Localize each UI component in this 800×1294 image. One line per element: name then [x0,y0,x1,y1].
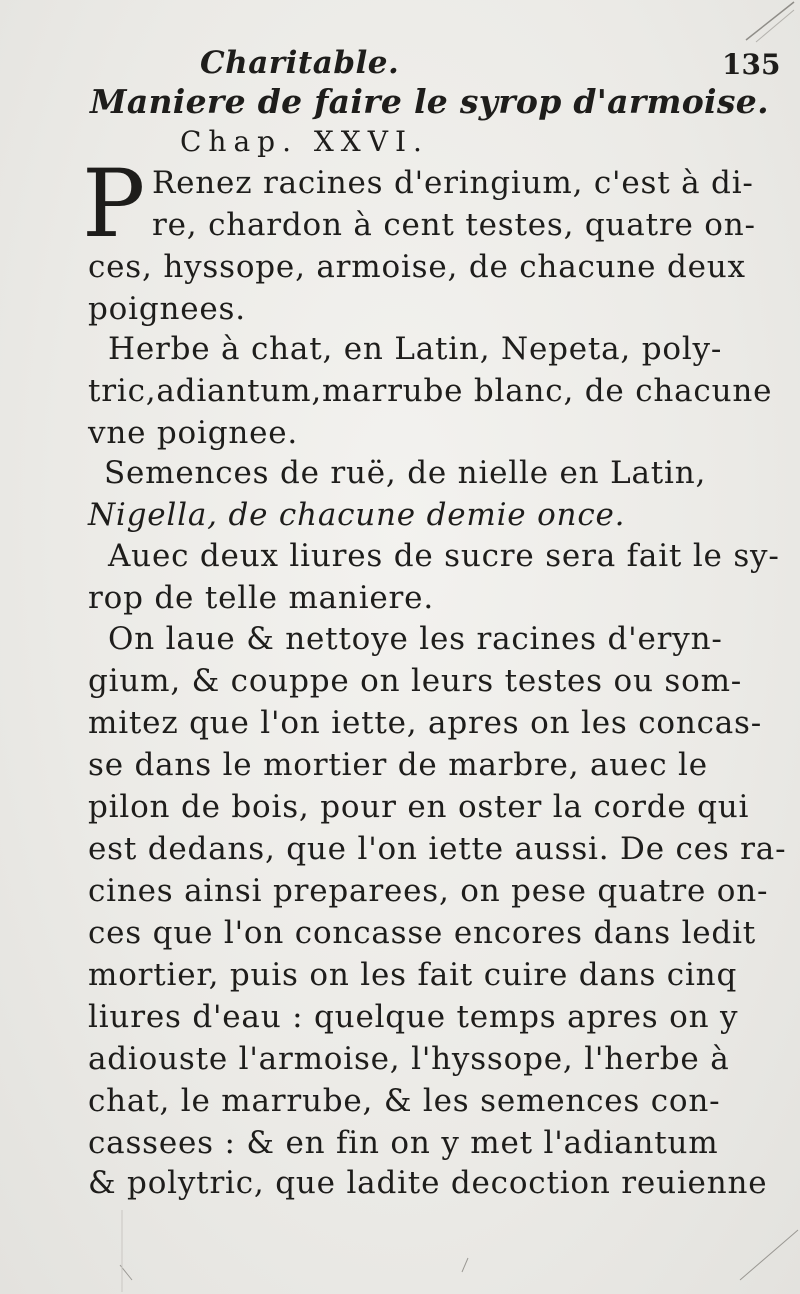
text-line: vne poignee. [88,415,299,451]
text-line: Semences de ruë, de nielle en Latin, [104,455,707,491]
text-line: cines ainsi preparees, on pese quatre on- [88,873,769,909]
text-line: se dans le mortier de marbre, auec le [88,747,708,783]
text-line: mortier, puis on les fait cuire dans cinq [88,957,738,993]
text-line: On laue & nettoye les racines d'eryn- [108,621,723,657]
text-line: re, chardon à cent testes, quatre on- [152,207,756,243]
text-line: gium, & couppe on leurs testes ou som- [88,663,743,699]
text-line: rop de telle maniere. [88,580,434,616]
text-line: Auec deux liures de sucre sera fait le sy- [108,538,780,574]
text-line: liures d'eau : quelque temps apres on y [88,999,739,1035]
text-line: cassees : & en fin on y met l'adiantum [88,1125,719,1161]
text-line: adiouste l'armoise, l'hyssope, l'herbe à [88,1041,730,1077]
text-line: ces, hyssope, armoise, de chacune deux [88,249,746,285]
text-line: Renez racines d'eringium, c'est à di- [152,165,754,201]
drop-cap: P [82,150,146,259]
text-line: est dedans, que l'on iette aussi. De ces ra- [88,831,787,867]
section-title: Maniere de faire le syrop d'armoise. [90,82,769,121]
text-line: Herbe à chat, en Latin, Nepeta, poly- [108,331,723,367]
text-line: ces que l'on concasse encores dans ledit [88,915,757,951]
text-line: Nigella, de chacune demie once. [88,497,626,533]
text-line: pilon de bois, pour en oster la corde qui [88,789,750,825]
text-line: poignees. [88,291,246,327]
page-number: 135 [722,48,781,81]
running-head: Charitable. [200,45,400,81]
text-line: mitez que l'on iette, apres on les concas- [88,705,763,741]
paper-texture-marks [100,1210,800,1294]
chapter-heading: Chap. XXVI. [180,125,429,158]
text-line: tric,adiantum,marrube blanc, de chacune [88,373,773,409]
text-line: & polytric, que ladite decoction reuienne [88,1165,768,1201]
text-line: chat, le marrube, & les semences con- [88,1083,721,1119]
